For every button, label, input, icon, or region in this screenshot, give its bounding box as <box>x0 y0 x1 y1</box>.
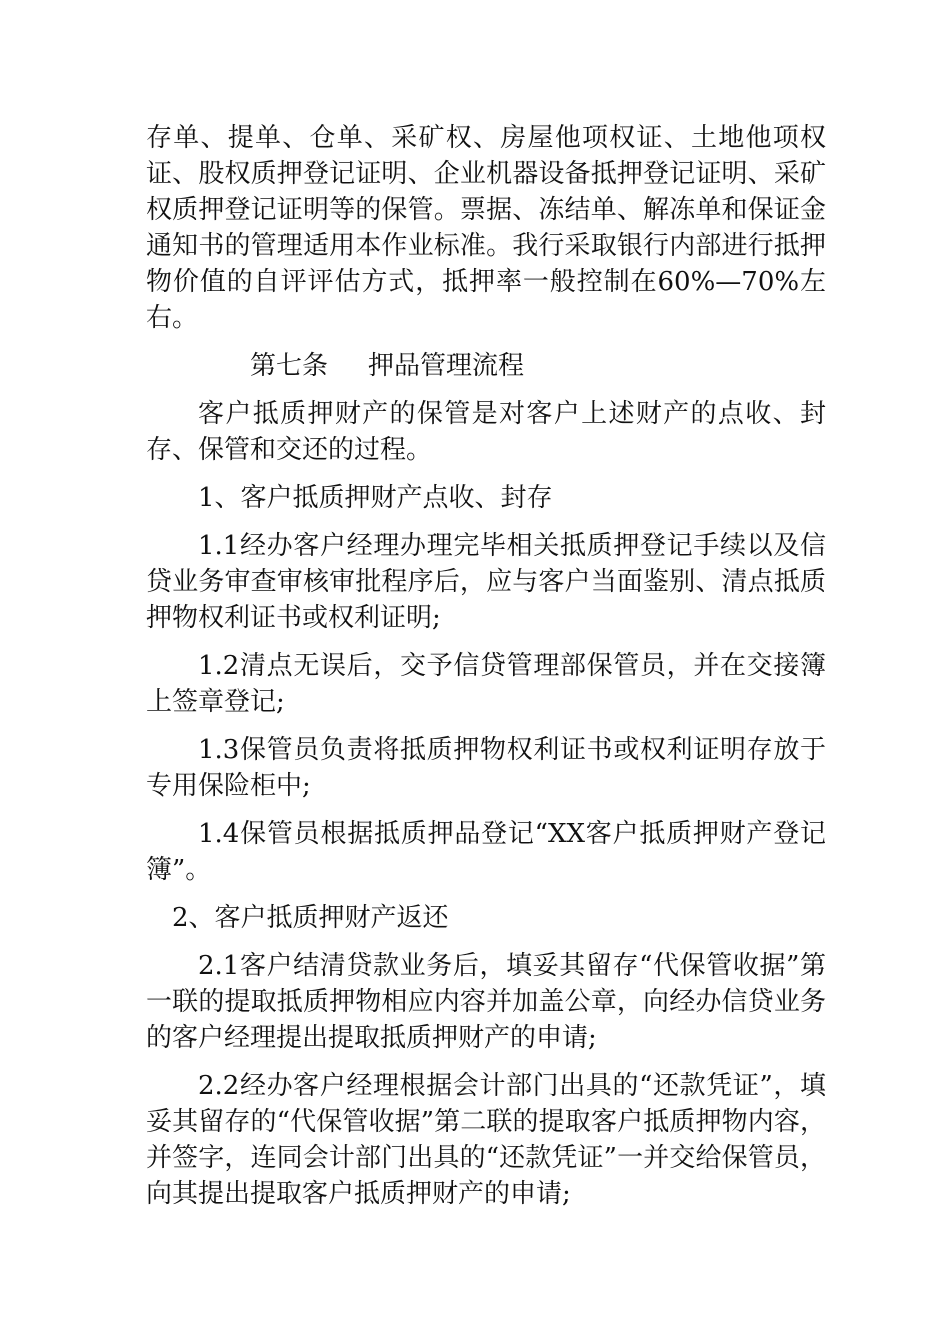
paragraph-collateral-scope: 存单、提单、仓单、采矿权、房屋他项权证、土地他项权证、股权质押登记证明、企业机器设备抵押登记证明、采矿权质押登记证明等的保管。票据、冻结单、解冻单和保证金通知书的管理适用本作业标准。我行采取银行内部进行抵押物价值的自评评估方式，抵押率一般控制在60%—70%左右。 <box>146 123 826 333</box>
clause-1-3: 1.3保管员负责将抵质押物权利证书或权利证明存放于专用保险柜中; <box>146 735 826 801</box>
paragraph-custody-definition: 客户抵质押财产的保管是对客户上述财产的点收、封存、保管和交还的过程。 <box>146 399 826 465</box>
clause-1-4: 1.4保管员根据抵质押品登记“XX客户抵质押财产登记簿”。 <box>146 819 826 885</box>
article-title: 押品管理流程 <box>368 351 525 381</box>
document-page <box>146 120 826 1224</box>
clause-2-2: 2.2经办客户经理根据会计部门出具的“还款凭证”，填妥其留存的“代保管收据”第二联的提取客户抵质押物内容，并签字，连同会计部门出具的“还款凭证”一并交给保管员，向其提出提取客户抵质押财产的申请; <box>146 1071 826 1209</box>
section-heading-1: 1、客户抵质押财产点收、封存 <box>198 483 553 513</box>
clause-1-2: 1.2清点无误后，交予信贷管理部保管员，并在交接簿上签章登记; <box>146 651 826 717</box>
clause-1-1: 1.1经办客户经理办理完毕相关抵质押登记手续以及信贷业务审查审核审批程序后，应与客户当面鉴别、清点抵质押物权利证书或权利证明; <box>146 531 826 633</box>
article-heading <box>146 348 826 384</box>
section-heading-2: 2、客户抵质押财产返还 <box>172 903 449 933</box>
article-number: 第七条 <box>250 351 329 381</box>
clause-2-1: 2.1客户结清贷款业务后，填妥其留存“代保管收据”第一联的提取抵质押物相应内容并加盖公章，向经办信贷业务的客户经理提出提取抵质押财产的申请; <box>146 951 826 1053</box>
